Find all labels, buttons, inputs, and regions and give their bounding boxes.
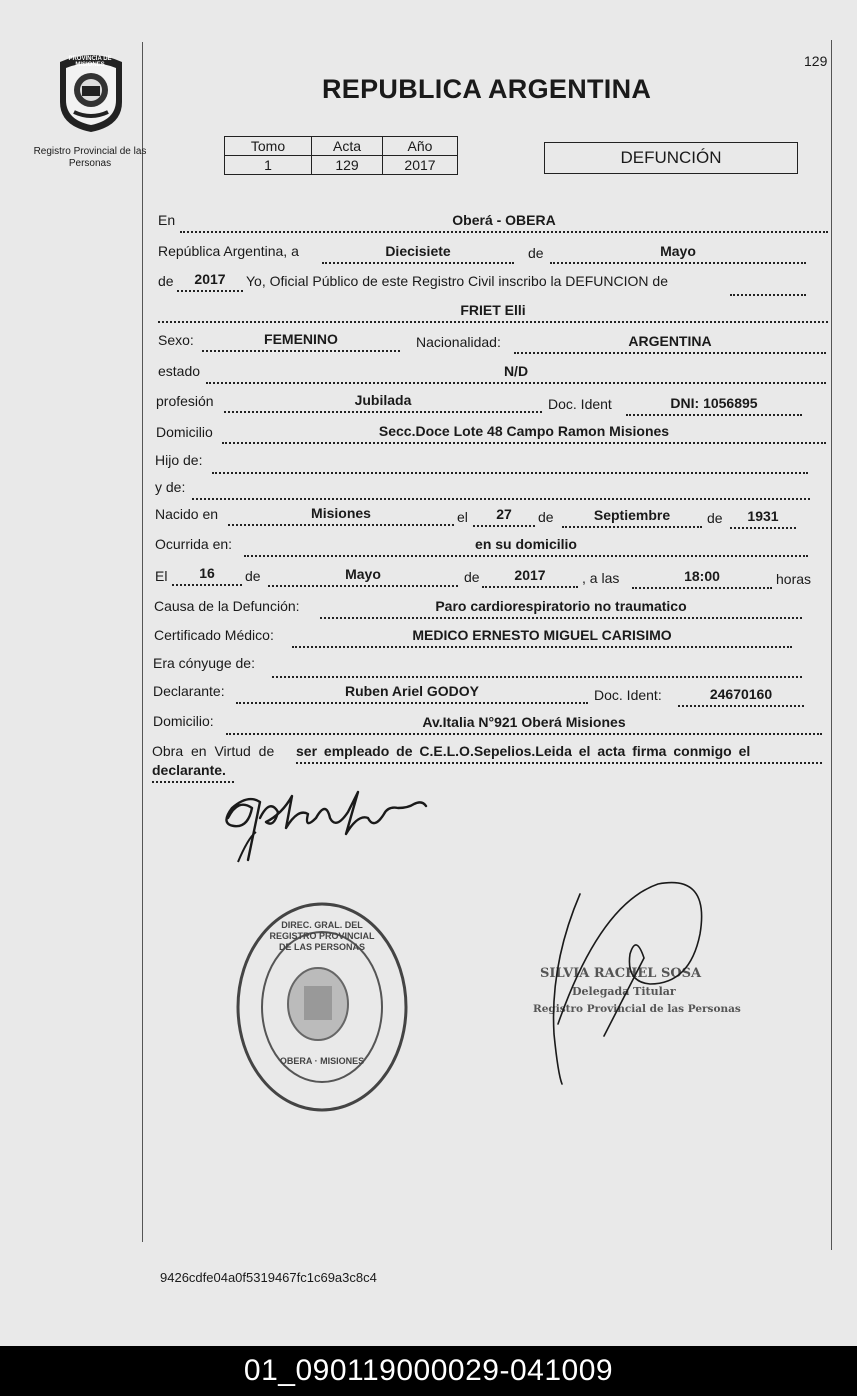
place-value: Oberá - OBERA (180, 211, 828, 233)
civil-status-value: N/D (206, 362, 826, 384)
officer-name: SILVIA RACHEL SOSA (540, 966, 702, 981)
profession-value: Jubilada (224, 391, 542, 413)
table-value-tomo: 1 (225, 156, 312, 175)
certificate-label: Certificado Médico: (154, 627, 274, 643)
birth-day-value: 27 (473, 505, 535, 527)
nationality-label: Nacionalidad: (416, 334, 501, 350)
en-label: En (158, 212, 176, 228)
cause-value: Paro cardiorespiratorio no traumatico (320, 597, 802, 619)
left-border-line (142, 42, 143, 1242)
address-label: Domicilio (156, 424, 213, 440)
declarant-address-value: Av.Italia N°921 Oberá Misiones (226, 713, 822, 735)
table-header-anio: Año (383, 137, 458, 156)
month-value: Mayo (550, 242, 806, 264)
birth-el-label: el (457, 509, 468, 525)
act-type-box (544, 142, 798, 174)
by-virtue-value-line2: declarante. (152, 761, 234, 783)
death-year-value: 2017 (482, 566, 578, 588)
right-border-line (831, 40, 832, 1250)
by-virtue-label: Obra en Virtud de (152, 743, 275, 759)
republica-label: República Argentina, a (158, 243, 299, 259)
and-of-value (192, 478, 810, 500)
document-title: REPUBLICA ARGENTINA (322, 74, 652, 104)
table-header-acta: Acta (312, 137, 383, 156)
death-el-label: El (155, 568, 168, 584)
sex-label: Sexo: (158, 332, 194, 348)
address-value: Secc.Doce Lote 48 Campo Ramon Misiones (222, 422, 826, 444)
footer-id: 01_090119000029-041009 (243, 1354, 614, 1387)
by-virtue-value-line1: ser empleado de C.E.L.O.Sepelios.Leida el acta firma conmigo el (296, 742, 822, 764)
civil-status-label: estado (158, 363, 201, 379)
cause-label: Causa de la Defunción: (154, 598, 300, 614)
declarant-value: Ruben Ariel GODOY (236, 682, 588, 704)
emblem-text: PROVINCIA DE MISIONES (68, 56, 112, 68)
stamp-center-text: OBERA · MISIONES (279, 1056, 365, 1066)
death-time-value: 18:00 (632, 567, 772, 589)
declarant-label: Declarante: (153, 683, 225, 699)
certificate-value: MEDICO ERNESTO MIGUEL CARISIMO (292, 626, 792, 648)
hours-label: horas (776, 571, 812, 587)
birth-de-label-1: de (538, 509, 554, 525)
registry-table-value-row (225, 156, 458, 175)
spouse-value (272, 656, 802, 678)
declarant-address-label: Domicilio: (153, 713, 214, 729)
birth-de-label-2: de (707, 510, 723, 526)
death-month-value: Mayo (268, 565, 458, 587)
act-type-label: DEFUNCIÓN (620, 148, 722, 167)
doc-ident-label: Doc. Ident (548, 396, 612, 412)
declarant-doc-value: 24670160 (678, 685, 804, 707)
table-value-acta: 129 (312, 156, 383, 175)
occurred-in-label: Ocurrida en: (155, 536, 233, 552)
and-of-label: y de: (155, 479, 186, 495)
at-label: , a las (582, 570, 620, 586)
declarant-doc-label: Doc. Ident: (594, 687, 662, 703)
profession-label: profesión (156, 393, 214, 409)
child-of-value (212, 452, 808, 474)
registry-table (224, 136, 458, 175)
born-in-label: Nacido en (155, 506, 219, 522)
nationality-value: ARGENTINA (514, 332, 826, 354)
birth-year-value: 1931 (730, 507, 796, 529)
official-statement: Yo, Oficial Público de este Registro Civil inscribo la DEFUNCION de (246, 273, 668, 289)
declarant-signature (208, 778, 438, 868)
spouse-label: Era cónyuge de: (153, 655, 255, 671)
birthplace-value: Misiones (228, 504, 454, 526)
page-number: 129 (804, 53, 828, 69)
sex-value: FEMENINO (202, 330, 400, 352)
officer-role: Delegada Titular (572, 985, 676, 998)
occurred-in-value: en su domicilio (244, 535, 808, 557)
de-label-1: de (528, 245, 544, 261)
officer-office: Registro Provincial de las Personas (533, 1003, 741, 1015)
document-hash: 9426cdfe04a0f5319467fc1c69a3c8c4 (160, 1270, 377, 1285)
death-de-label-1: de (245, 568, 261, 584)
death-de-label-2: de (464, 569, 480, 585)
deceased-name: FRIET Elli (158, 301, 828, 323)
doc-ident-value: DNI: 1056895 (626, 394, 802, 416)
registry-name: Registro Provincial de las Personas (33, 146, 147, 169)
table-header-tomo: Tomo (225, 137, 312, 156)
official-stamp (234, 900, 410, 1114)
death-day-value: 16 (172, 564, 242, 586)
table-value-anio: 2017 (383, 156, 458, 175)
day-value: Diecisiete (322, 242, 514, 264)
statement-continuation-line (730, 274, 806, 296)
officer-signature (540, 874, 720, 1094)
year-value: 2017 (177, 270, 243, 292)
birth-month-value: Septiembre (562, 506, 702, 528)
child-of-label: Hijo de: (155, 452, 203, 468)
stamp-ring-text: DIREC. GRAL. DEL REGISTRO PROVINCIAL DE LAS PERSONAS (269, 920, 375, 952)
emblem-label (60, 56, 120, 68)
footer-id-bar (0, 1346, 857, 1396)
registry-table-header-row (225, 137, 458, 156)
de-label-2: de (158, 273, 174, 289)
